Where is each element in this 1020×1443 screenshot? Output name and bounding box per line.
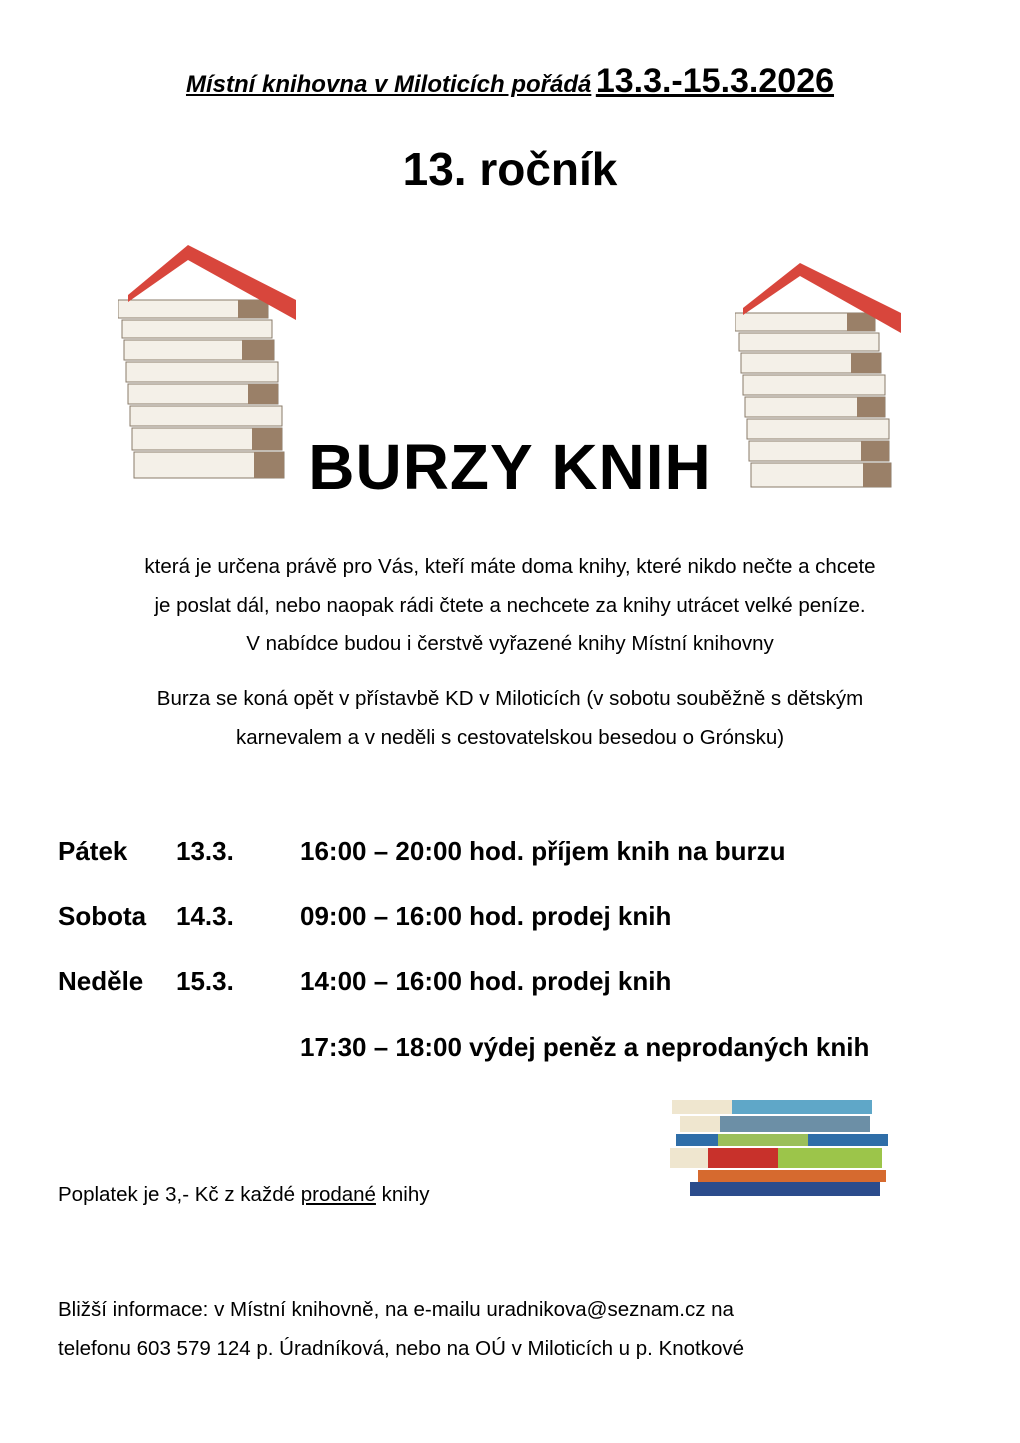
poster-title: BURZY KNIH xyxy=(308,431,712,503)
edition: 13. ročník xyxy=(402,143,618,195)
schedule-day: Sobota xyxy=(58,901,147,931)
schedule-date: 15.3. xyxy=(176,966,234,996)
schedule-text: 09:00 – 16:00 hod. prodej knih xyxy=(300,901,672,931)
fee-emphasis: prodané xyxy=(300,1183,376,1206)
schedule-day: Pátek xyxy=(58,836,128,866)
roald-dahl-books-image xyxy=(668,1094,890,1198)
schedule-date: 13.3. xyxy=(176,836,234,866)
schedule-text: 16:00 – 20:00 hod. příjem knih na burzu xyxy=(300,836,786,866)
schedule-text: 14:00 – 16:00 hod. prodej knih xyxy=(300,966,672,996)
venue-line: Burza se koná opět v přístavbě KD v Miloticích (v sobotu souběžně s dětským xyxy=(156,687,864,710)
fee-text: knihy xyxy=(375,1183,430,1206)
contact-line: Bližší informace: v Místní knihovně, na e-mailu uradnikova@seznam.cz na xyxy=(58,1298,734,1321)
schedule-text: 17:30 – 18:00 výdej peněz a neprodaných knih xyxy=(300,1032,870,1062)
intro-line: V nabídce budou i čerstvě vyřazené knihy Místní knihovny xyxy=(246,632,774,655)
contact-line: telefonu 603 579 124 p. Úradníková, nebo na OÚ v Miloticích u p. Knotkové xyxy=(58,1337,745,1360)
venue-text xyxy=(0,680,1020,757)
fee-note xyxy=(58,1183,430,1207)
header-lead: Místní knihovna v Miloticích pořádá xyxy=(185,71,592,98)
schedule-day: Neděle xyxy=(58,966,144,996)
schedule-date: 14.3. xyxy=(176,901,234,931)
header-dates: 13.3.-15.3.2026 xyxy=(595,62,835,100)
fee-text: Poplatek je 3,- Kč z každé xyxy=(58,1183,301,1206)
header xyxy=(0,62,1020,101)
contact-info xyxy=(58,1290,744,1368)
intro-line: která je určena právě pro Vás, kteří máte doma knihy, které nikdo nečte a chcete xyxy=(144,555,876,578)
intro-line: je poslat dál, nebo naopak rádi čtete a nechcete za knihy utrácet velké peníze. xyxy=(154,593,866,617)
intro-text xyxy=(0,548,1020,664)
venue-line: karnevalem a v neděli s cestovatelskou besedou o Grónsku) xyxy=(235,725,785,749)
